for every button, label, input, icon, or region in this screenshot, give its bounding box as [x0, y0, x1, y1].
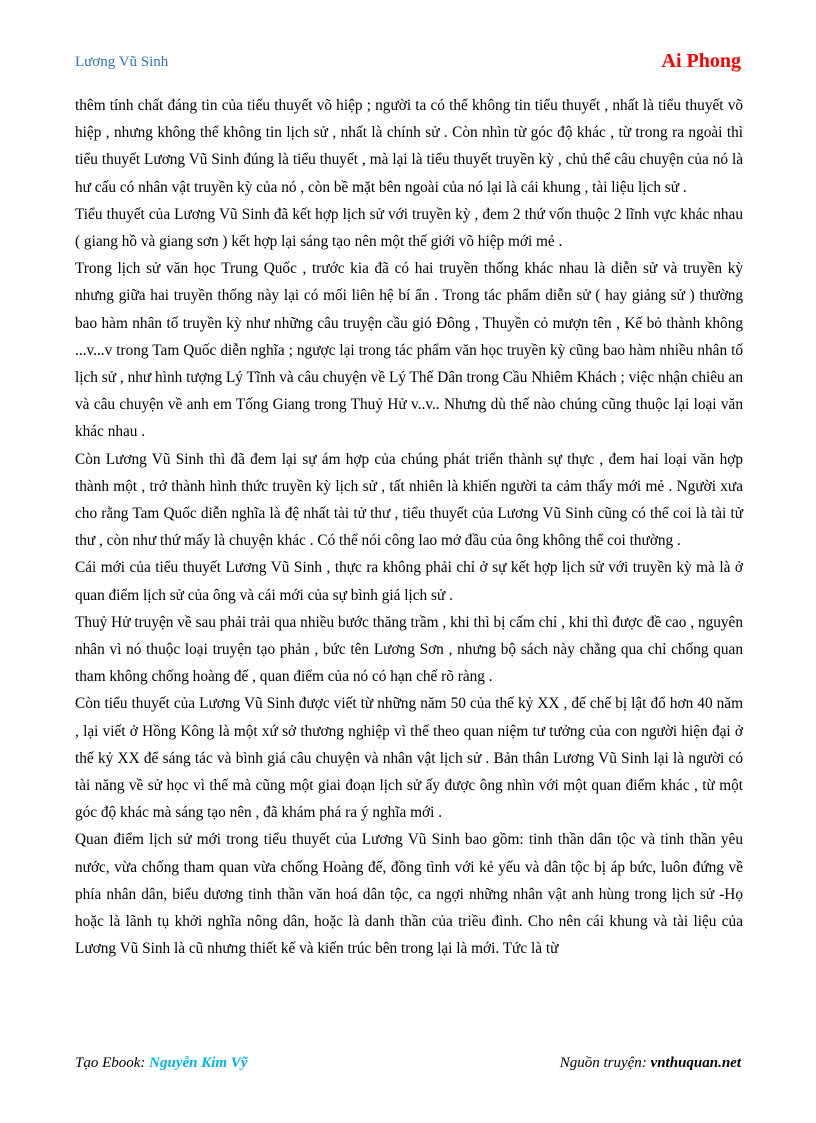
- paragraph: thêm tính chất đáng tin của tiểu thuyết võ hiệp ; người ta có thể không tin tiểu thuyết , nhất là tiểu thuyết võ hiệp , nhưng không thể không tin lịch sử , nhất là chính sử . Còn nhìn từ góc độ khác , từ trong ra ngoài thì tiểu thuyết Lương Vũ Sinh đúng là tiểu thuyết , mà lại là tiểu thuyết truyền kỳ , chủ thể câu chuyện của nó là hư cấu có nhân vật truyền kỳ của nó , còn bề mặt bên ngoài của nó lại là cái khung , tài liệu lịch sử .: [75, 97, 743, 196]
- page-footer: [75, 1055, 741, 1079]
- author-name: Lương Vũ Sinh: [75, 54, 169, 70]
- paragraph: Tiểu thuyết của Lương Vũ Sinh đã kết hợp lịch sử với truyền kỳ , đem 2 thứ vốn thuộc 2 lĩnh vực khác nhau ( giang hồ và giang sơn ) kết hợp lại sáng tạo nên một thế giới võ hiệp mới mẻ .: [75, 205, 743, 251]
- paragraph: Còn Lương Vũ Sinh thì đã đem lại sự ám hợp của chúng phát triển thành sự thực , đem hai loại văn hợp thành một , trở thành hình thức truyền kỳ lịch sử , tất nhiên là khiến người ta cảm thấy mới mẻ . Người xưa cho rằng Tam Quốc diễn nghĩa là đệ nhất tài tử thư , tiểu thuyết của Lương Vũ Sinh cũng có thể coi là tài tử thư , còn như thứ mấy là chuyện khác . Có thể nói công lao mở đầu của ông không thể coi thường .: [75, 450, 743, 550]
- source-name: vnthuquan.net: [650, 1055, 741, 1071]
- paragraph: Còn tiểu thuyết của Lương Vũ Sinh được viết từ những năm 50 của thế kỷ XX , đế chế bị lật đổ hơn 40 năm , lại viết ở Hồng Kông là một xứ sở thương nghiệp vì thế theo quan niệm tư tưởng của con người hiện đại ở thế kỷ XX để sáng tác và bình giá câu chuyện và nhân vật lịch sử . Bản thân Lương Vũ Sinh lại là người có tài năng về sử học vì thế mà cũng một giai đoạn lịch sử ấy được ông nhìn với một quan điểm khác , từ một góc độ khác mà sáng tạo nên , đã khám phá ra ý nghĩa mới .: [75, 695, 743, 822]
- credit-name: Nguyễn Kim Vỹ: [149, 1055, 248, 1071]
- paragraph: Trong lịch sử văn học Trung Quốc , trước kia đã có hai truyền thống khác nhau là diễn sử và truyền kỳ nhưng giữa hai truyền thống này lại có mối liên hệ bí ẩn . Trong tác phẩm diễn sử ( hay giảng sử ) thường bao hàm nhân tố truyền kỳ như những câu truyện cầu gió Đông , Thuyền cỏ mượn tên , Kế bỏ thành không ...v...v trong Tam Quốc diễn nghĩa ; ngược lại trong tác phẩm văn học truyền kỳ cũng bao hàm nhiều nhân tố lịch sử , như hình tượng Lý Tĩnh và câu chuyện về Lý Thế Dân trong Cầu Nhiêm Khách ; việc nhận chiêu an và câu chuyện về anh em Tống Giang trong Thuỷ Hử v..v.. Nhưng dù thế nào chúng cũng thuộc lại loại văn khác nhau .: [75, 260, 743, 441]
- source-separator: :: [641, 1055, 651, 1071]
- paragraph: Quan điểm lịch sử mới trong tiểu thuyết của Lương Vũ Sinh bao gồm: tinh thần dân tộc và tinh thần yêu nước, vừa chống tham quan vừa chống Hoàng đế, đồng tình với kẻ yếu và dân tộc bị áp bức, luôn đứng về phía nhân dân, biểu dương tinh thần văn hoá dân tộc, ca ngợi những nhân vật anh hùng trong lịch sử -Họ hoặc là lãnh tụ khởi nghĩa nông dân, hoặc là danh thần của triều đình. Cho nên cái khung và tài liệu của Lương Vũ Sinh là cũ nhưng thiết kế và kiến trúc bên trong lại là mới. Tức là từ: [75, 831, 743, 958]
- document-body: [75, 92, 743, 963]
- ebook-credit: [75, 1055, 248, 1072]
- header-title: Ai Phong: [661, 50, 741, 72]
- credit-separator: :: [140, 1055, 150, 1071]
- page-header: [75, 50, 741, 80]
- credit-label: Tạo Ebook: [75, 1055, 141, 1071]
- source-credit: [560, 1055, 741, 1072]
- paragraph: Thuỷ Hử truyện về sau phải trải qua nhiều bước thăng trầm , khi thì bị cấm chỉ , khi thì được đề cao , nguyên nhân vì nó thuộc loại truyện tạo phản , bức tên Lương Sơn , nhưng bộ sách này chẳng qua chỉ chống quan tham không chống hoàng đế , quan điểm của nó có hạn chế rõ ràng .: [75, 613, 743, 686]
- paragraph: Cái mới của tiểu thuyết Lương Vũ Sinh , thực ra không phải chỉ ở sự kết hợp lịch sử với truyền kỳ mà là ở quan điểm lịch sử của ông và cái mới của sự bình giá lịch sử .: [75, 559, 743, 604]
- source-label: Nguồn truyện: [559, 1055, 642, 1071]
